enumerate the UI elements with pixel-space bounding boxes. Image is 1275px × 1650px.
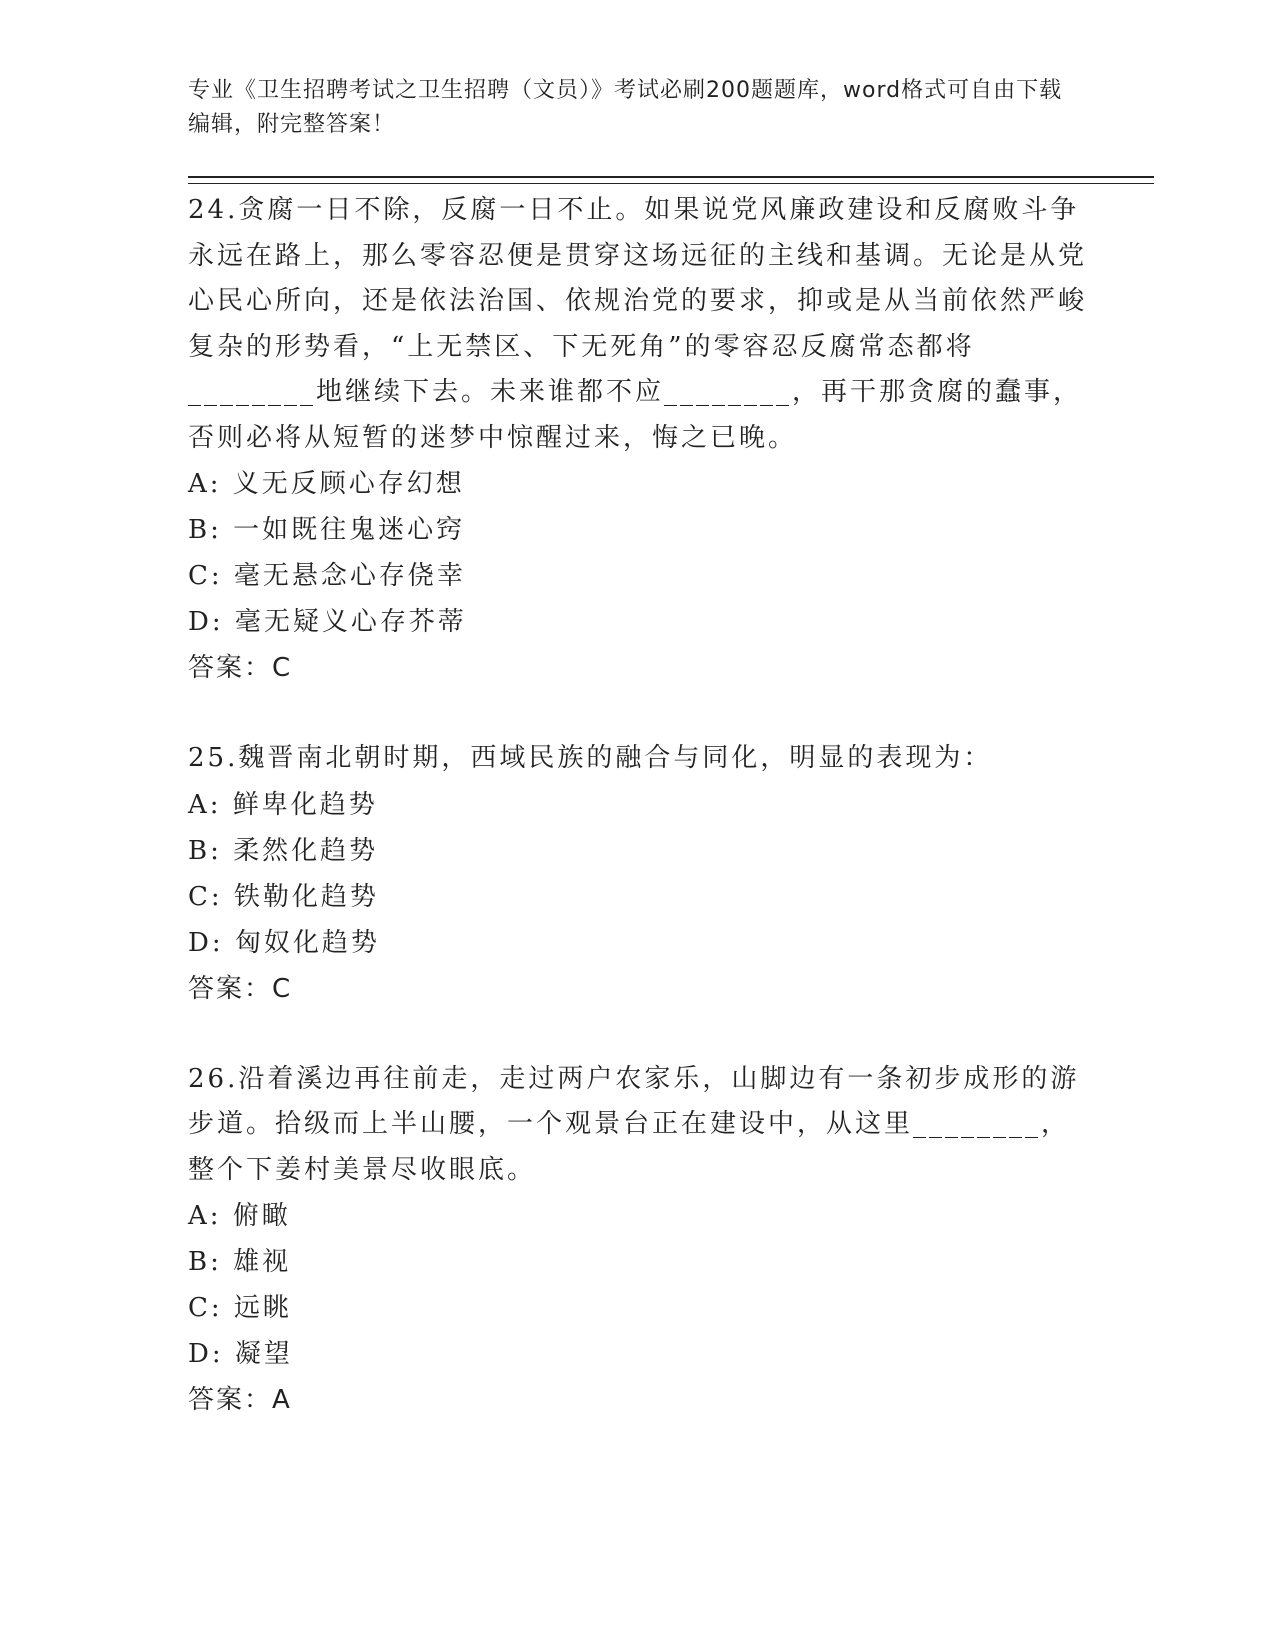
question-stem: 24.贪腐一日不除，反腐一日不止。如果说党风廉政建设和反腐败斗争永远在路上，那么零容忍便是贯穿这场远征的主线和基调。无论是从党心民心所向，还是依法治国、依规治党的要求，抑或是从当前依然严峻复杂的形势看，“上无禁区、下无死角”的零容忍反腐常态都将________地继续下去。未来谁都不应________，再干那贪腐的蠢事，否则必将从短暂的迷梦中惊醒过来，悔之已晚。 — [188, 195, 1088, 453]
option-a: A: 义无反顾心存幻想 — [188, 469, 465, 499]
question-spacer — [188, 691, 1088, 736]
header-divider-thick — [188, 176, 1154, 178]
question-26 — [188, 1057, 1088, 1424]
question-stem: 26.沿着溪边再往前走，走过两户农家乐，山脚边有一条初步成形的游步道。拾级而上半山腰，一个观景台正在建设中，从这里________，整个下姜村美景尽收眼底。 — [188, 1063, 1080, 1185]
question-25 — [188, 736, 1088, 1012]
answer: 答案：C — [188, 973, 293, 1004]
answer: 答案：A — [188, 1385, 292, 1415]
option-b: B: 柔然化趋势 — [188, 835, 379, 866]
document-header: 专业《卫生招聘考试之卫生招聘（文员）》考试必刷200题题库，word格式可自由下载编辑，附完整答案！ — [188, 78, 1063, 137]
option-a: A: 俯瞰 — [188, 1201, 291, 1231]
option-d: D: 匈奴化趋势 — [188, 927, 380, 958]
option-c: C: 远眺 — [188, 1293, 292, 1323]
header-divider-thin — [188, 183, 1154, 184]
question-list — [188, 188, 1088, 1423]
option-b: B: 雄视 — [188, 1247, 292, 1277]
answer: 答案：C — [188, 653, 293, 683]
option-a: A: 鲜卑化趋势 — [188, 789, 378, 820]
option-c: C: 铁勒化趋势 — [188, 881, 379, 912]
question-24 — [188, 188, 1088, 691]
question-stem: 25.魏晋南北朝时期，西域民族的融合与同化，明显的表现为： — [188, 743, 993, 773]
option-c: C: 毫无悬念心存侥幸 — [188, 561, 466, 591]
option-d: D: 凝望 — [188, 1339, 293, 1369]
question-spacer — [188, 1012, 1088, 1057]
option-d: D: 毫无疑义心存芥蒂 — [188, 607, 467, 637]
option-b: B: 一如既往鬼迷心窍 — [188, 515, 466, 545]
